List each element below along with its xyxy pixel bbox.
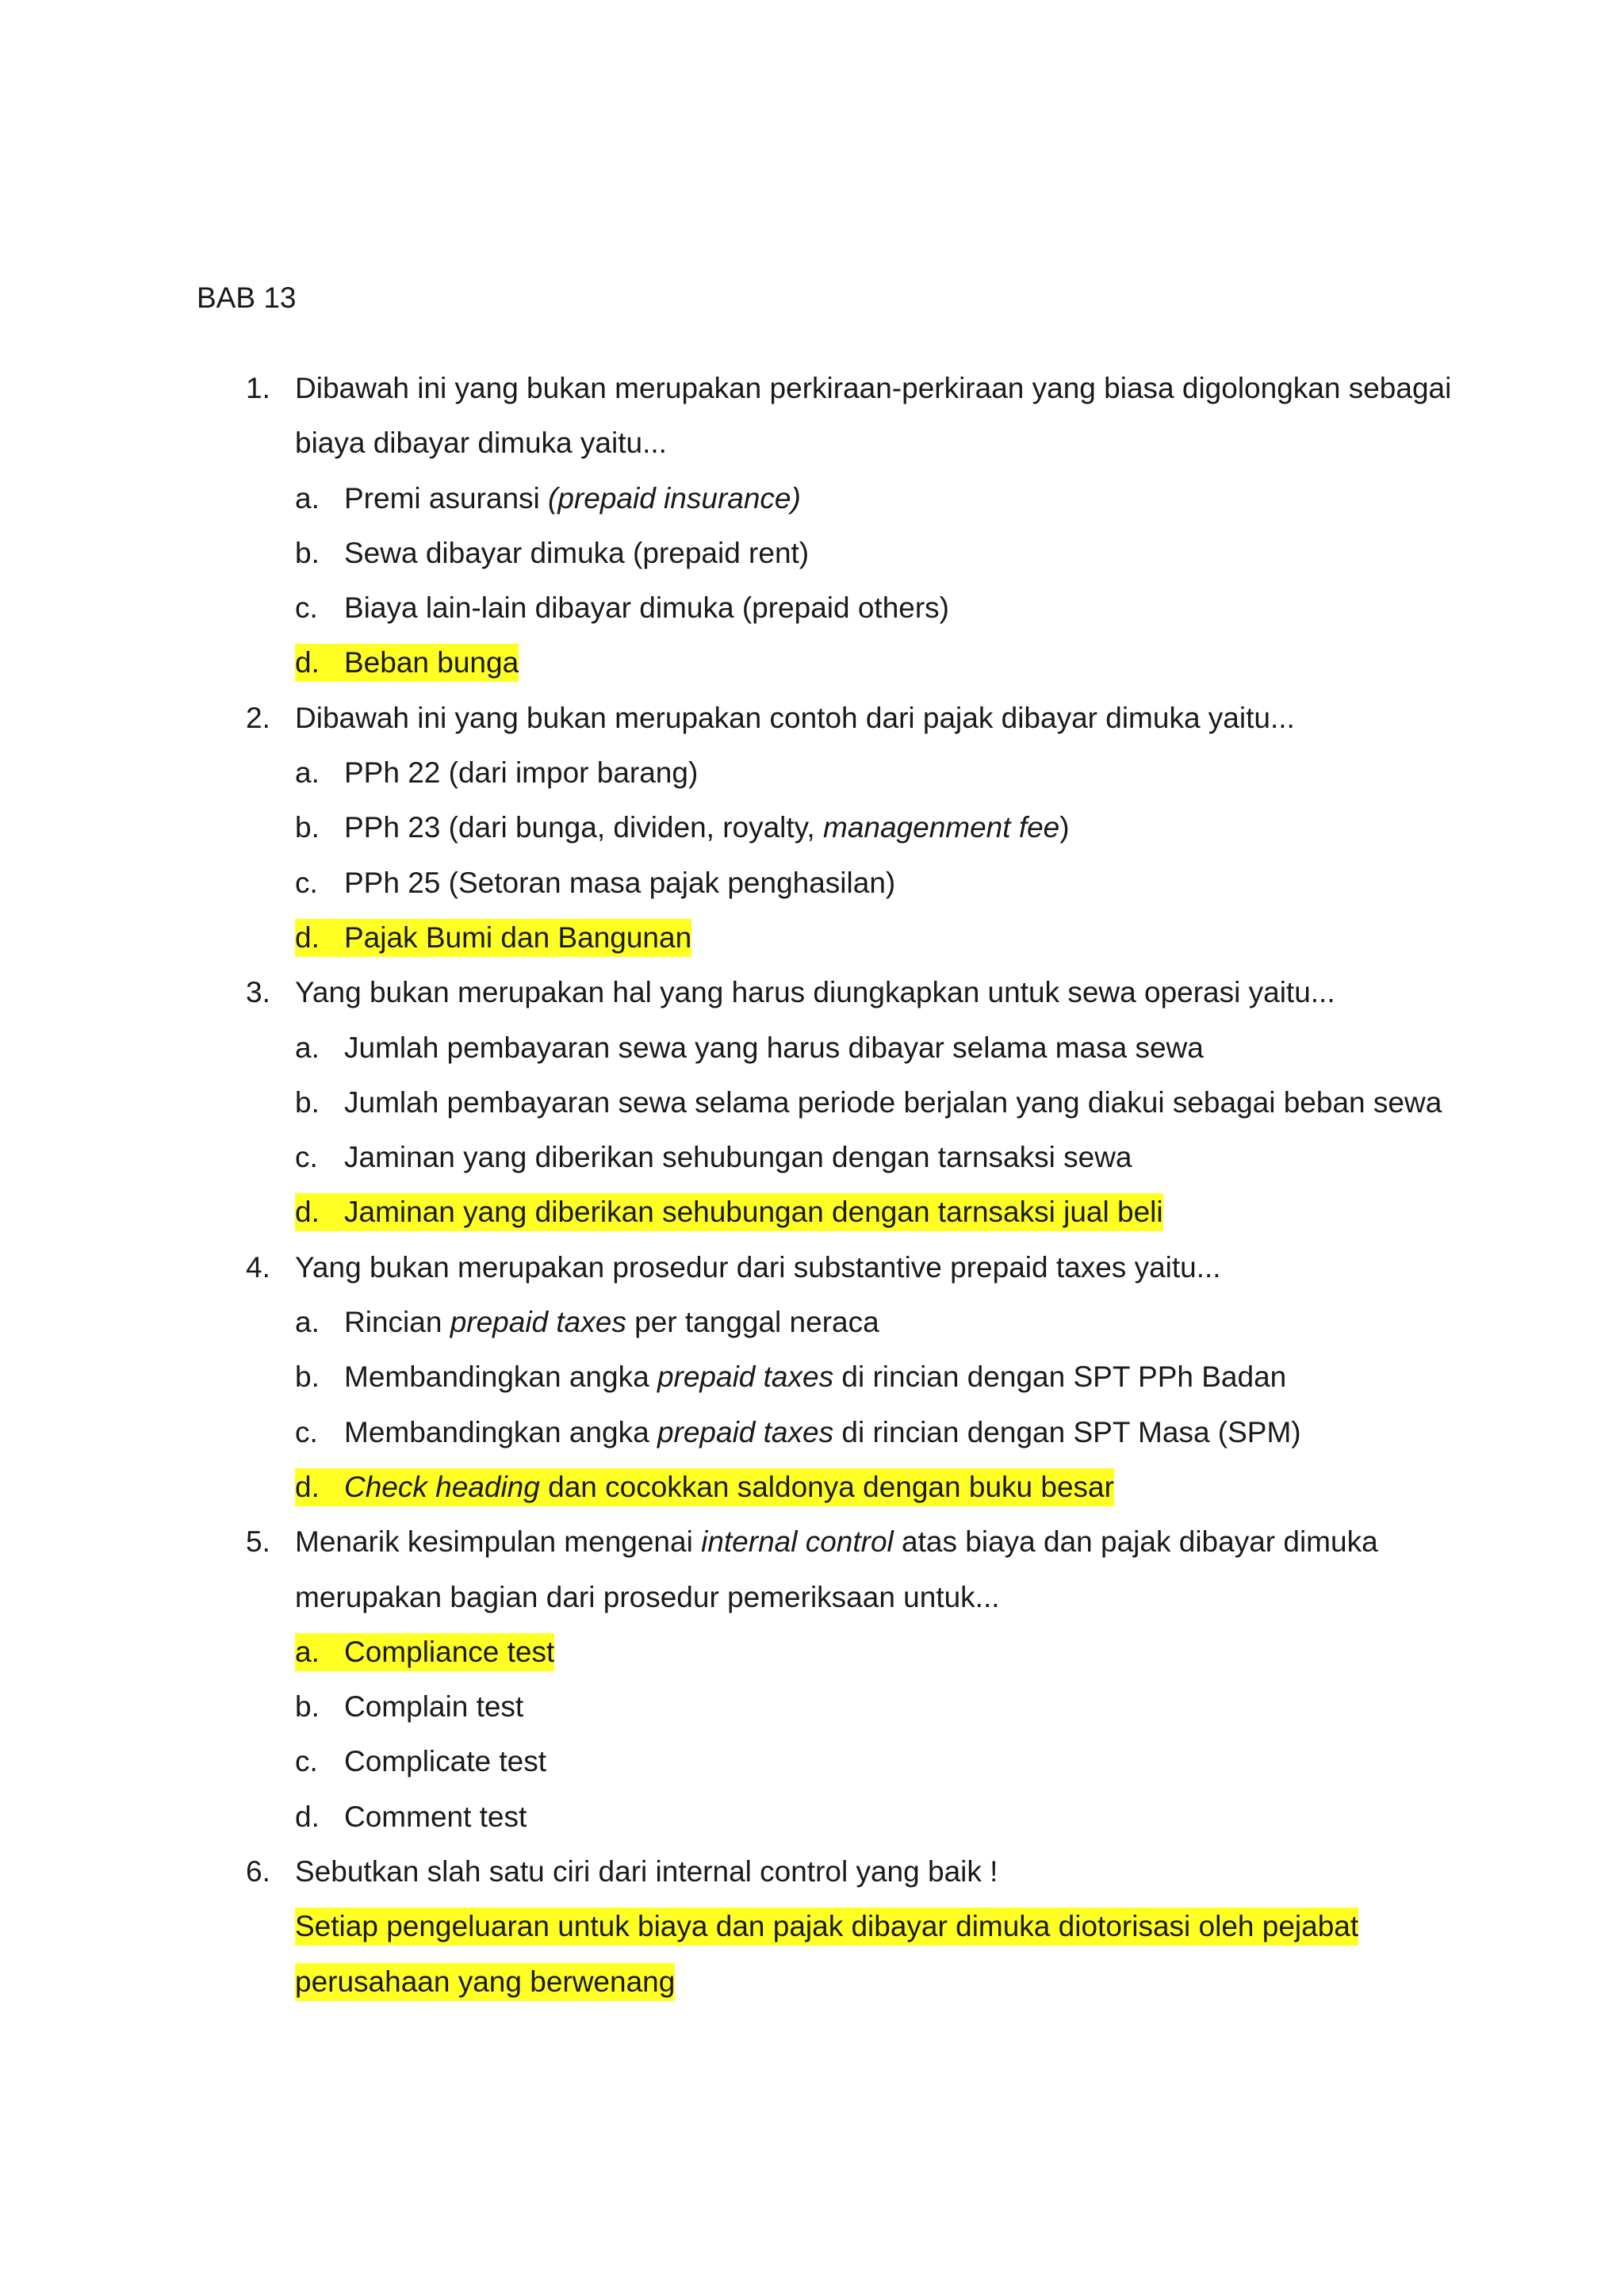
option-1a: [0, 471, 1624, 526]
option-letter: b.: [295, 1085, 320, 1119]
option-letter: d.: [295, 1800, 320, 1833]
option-text: Beban bunga: [344, 646, 519, 679]
option-text: Jumlah pembayaran sewa yang harus dibayar selama masa sewa: [344, 1031, 1204, 1064]
question-text: Yang bukan merupakan prosedur dari substantive prepaid taxes yaitu...: [295, 1250, 1221, 1284]
question-5-continuation: [0, 1570, 1624, 1624]
question-text: Sebutkan slah satu ciri dari internal control yang baik !: [295, 1855, 998, 1888]
option-letter: a.: [295, 1031, 320, 1064]
option-5d: [0, 1789, 1624, 1844]
option-3b: [0, 1075, 1624, 1130]
question-text: Menarik kesimpulan mengenai: [295, 1525, 702, 1559]
option-text: PPh 25 (Setoran masa pajak penghasilan): [344, 866, 896, 899]
option-text: Biaya lain-lain dibayar dimuka (prepaid others): [344, 591, 949, 625]
option-text: Complain test: [344, 1690, 524, 1724]
option-1c: [0, 580, 1624, 635]
option-italic-text: prepaid taxes: [657, 1360, 834, 1394]
option-1b: [0, 526, 1624, 580]
answer-highlight: [295, 1468, 1114, 1506]
option-text: PPh 23 (dari bunga, dividen, royalty,: [344, 811, 823, 844]
option-text-after: dan cocokkan saldonya dengan buku besar: [539, 1470, 1114, 1503]
option-text: Pajak Bumi dan Bangunan: [344, 920, 692, 954]
question-4: [0, 1240, 1624, 1295]
answer-highlight: perusahaan yang berwenang: [295, 1963, 675, 2001]
question-number: 1.: [246, 372, 270, 404]
option-letter: d.: [295, 646, 320, 679]
question-italic-text: internal control: [701, 1525, 894, 1559]
option-4a: [0, 1295, 1624, 1349]
answer-highlight: Setiap pengeluaran untuk biaya dan pajak dibayar dimuka diotorisasi oleh pejabat: [295, 1908, 1358, 1946]
option-5b: [0, 1679, 1624, 1734]
answer-6-line-2: [0, 1954, 1624, 2009]
answer-6-line-1: [0, 1899, 1624, 1954]
option-3a: [0, 1020, 1624, 1075]
option-text: Jaminan yang diberikan sehubungan dengan tarnsaksi jual beli: [344, 1196, 1163, 1229]
option-4c: [0, 1405, 1624, 1460]
option-italic-text: Check heading: [344, 1470, 540, 1503]
question-text: Yang bukan merupakan hal yang harus diungkapkan untuk sewa operasi yaitu...: [295, 976, 1335, 1009]
option-letter: a.: [295, 1306, 320, 1339]
question-text-after: atas biaya dan pajak dibayar dimuka: [893, 1525, 1378, 1559]
option-italic-text: (prepaid insurance): [548, 481, 801, 515]
option-letter: d.: [295, 1470, 320, 1503]
option-text: Jumlah pembayaran sewa selama periode berjalan yang diakui sebagai beban sewa: [344, 1085, 1442, 1119]
question-list: [0, 361, 1624, 2009]
option-4d-answer: [0, 1460, 1624, 1514]
option-1d-answer: [0, 635, 1624, 690]
answer-highlight: [295, 1633, 554, 1671]
question-text: Dibawah ini yang bukan merupakan perkiraan-perkiraan yang biasa digolongkan sebagai: [295, 372, 1452, 404]
option-text: Comment test: [344, 1800, 527, 1833]
option-3c: [0, 1130, 1624, 1184]
question-text: Dibawah ini yang bukan merupakan contoh dari pajak dibayar dimuka yaitu...: [295, 701, 1295, 734]
option-text: Membandingkan angka: [344, 1415, 657, 1448]
option-italic-text: prepaid taxes: [657, 1415, 834, 1448]
question-2: [0, 691, 1624, 745]
option-letter: a.: [295, 481, 320, 515]
option-3d-answer: [0, 1184, 1624, 1239]
option-letter: b.: [295, 1360, 320, 1394]
option-letter: d.: [295, 920, 320, 954]
option-letter: c.: [295, 591, 318, 625]
option-text: Jaminan yang diberikan sehubungan dengan tarnsaksi sewa: [344, 1141, 1132, 1174]
option-letter: b.: [295, 811, 320, 844]
option-letter: b.: [295, 1690, 320, 1724]
option-text-after: per tanggal neraca: [626, 1306, 879, 1339]
option-text: Premi asuransi: [344, 481, 549, 515]
option-text: Complicate test: [344, 1745, 546, 1778]
option-letter: a.: [295, 1635, 320, 1668]
option-2b: [0, 800, 1624, 855]
option-2d-answer: [0, 910, 1624, 965]
option-text: Membandingkan angka: [344, 1360, 657, 1394]
answer-highlight: [295, 644, 519, 682]
answer-highlight: [295, 919, 691, 957]
question-number: 6.: [246, 1855, 270, 1888]
answer-highlight: [295, 1193, 1163, 1231]
option-letter: a.: [295, 756, 320, 790]
option-letter: c.: [295, 1141, 318, 1174]
option-text-after: di rincian dengan SPT PPh Badan: [833, 1360, 1287, 1394]
option-italic-text: prepaid taxes: [450, 1306, 626, 1339]
option-letter: c.: [295, 866, 318, 899]
option-text: Compliance test: [344, 1635, 555, 1668]
option-letter: b.: [295, 536, 320, 569]
option-text-after: ): [1059, 811, 1070, 844]
option-4b: [0, 1349, 1624, 1404]
question-5: [0, 1514, 1624, 1569]
question-number: 4.: [246, 1250, 270, 1284]
option-text-after: di rincian dengan SPT Masa (SPM): [833, 1415, 1301, 1448]
option-text: PPh 22 (dari impor barang): [344, 756, 699, 790]
option-5a-answer: [0, 1624, 1624, 1679]
option-italic-text: managenment fee: [823, 811, 1060, 844]
option-text: Rincian: [344, 1306, 450, 1339]
option-letter: d.: [295, 1196, 320, 1229]
question-3: [0, 965, 1624, 1020]
question-number: 5.: [246, 1525, 270, 1559]
question-text-continued: merupakan bagian dari prosedur pemeriksaan untuk...: [295, 1580, 1000, 1613]
option-text: Sewa dibayar dimuka (prepaid rent): [344, 536, 810, 569]
question-text-continued: biaya dibayar dimuka yaitu...: [295, 427, 667, 460]
question-6: [0, 1844, 1624, 1899]
question-1-continuation: [0, 415, 1624, 470]
question-1: [0, 361, 1624, 415]
option-letter: c.: [295, 1745, 318, 1778]
chapter-heading: BAB 13: [197, 281, 297, 314]
question-number: 2.: [246, 701, 270, 734]
option-2c: [0, 855, 1624, 910]
question-number: 3.: [246, 976, 270, 1009]
option-letter: c.: [295, 1415, 318, 1448]
option-5c: [0, 1734, 1624, 1789]
option-2a: [0, 745, 1624, 800]
